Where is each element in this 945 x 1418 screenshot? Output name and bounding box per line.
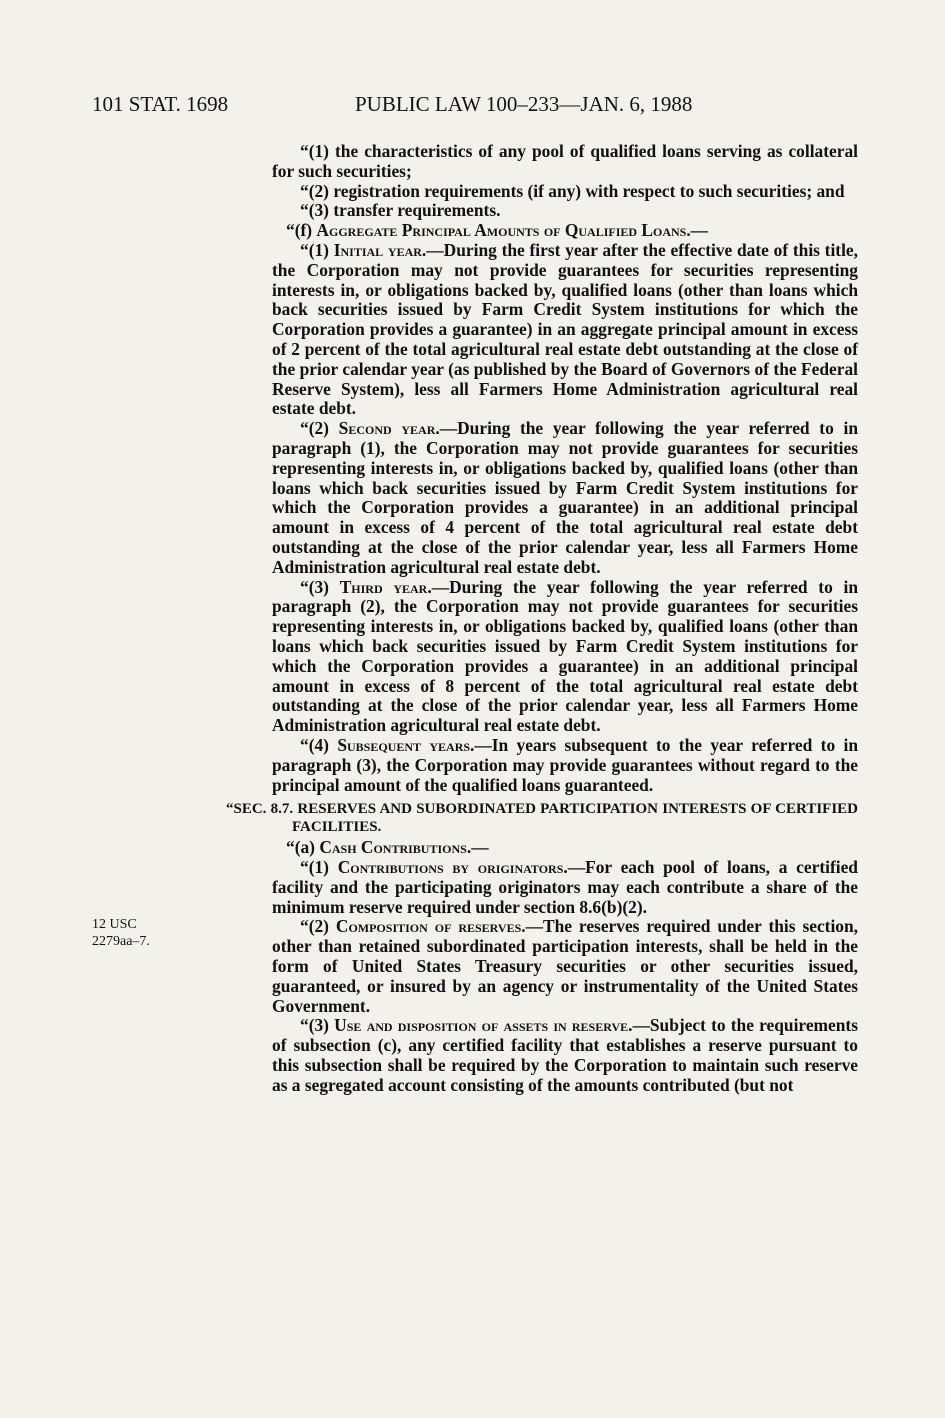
subsection-f xyxy=(258,221,858,241)
paragraph-text: —During the first year after the effective date of this title, the Corporation may not provide guarantees for securities representing interests in, or obligations backed by, qualified loans (other than loans which back securities issued by Farm Credit System institutions for which the Corporation provides a guarantee) in an aggregate principal amount in excess of 2 percent of the total agricultural real estate debt outstanding at the close of the prior calendar year (as published by the Board of Governors of the Federal Reserve System), less all Farmers Home Administration agricultural real estate debt. xyxy=(272,239,858,419)
paragraph-text: —The reserves required under this section, other than retained subordinated participation interests, shall be held in the form of United States Treasury securities or other securities issued, guaranteed, or insured by an agency or instrumentality of the United States Government. xyxy=(272,916,859,1016)
running-header: PUBLIC LAW 100–233—JAN. 6, 1988 xyxy=(355,92,693,116)
paragraph-heading: Contributions by originators. xyxy=(337,857,568,878)
section-heading: “SEC. 8.7. RESERVES AND SUBORDINATED PARTICIPATION INTERESTS OF CERTIFIED FACILITIES. xyxy=(226,801,858,836)
page-stat-number: 101 STAT. 1698 xyxy=(92,92,229,116)
paragraph-a2 xyxy=(258,917,858,1016)
body-text xyxy=(226,141,859,1096)
label: “(3) xyxy=(300,1015,335,1036)
label: “(2) xyxy=(300,418,339,439)
paragraph-heading: Third year. xyxy=(339,576,432,597)
label: “(3) xyxy=(300,576,340,597)
paragraph-text: —During the year following the year referred to in paragraph (2), the Corporation may not provide guarantees for securities representing interests in, or obligations backed by, qualified loans (other than loans which back securities issued by Farm Credit System institutions for which the Corporation provides a guarantee) in an additional principal amount in excess of 8 percent of the total agricultural real estate debt outstanding at the close of the prior calendar year, less all Farmers Home Administration agricultural real estate debt. xyxy=(272,576,859,736)
paragraph-f3 xyxy=(258,578,858,736)
paragraph-text: —Subject to the requirements of subsection (c), any certified facility that establishes a reserve pursuant to this subsection shall be required by the Corporation to maintain such reserve as a segregated account consisting of the amounts contributed (but not xyxy=(272,1015,858,1095)
label: “(f) xyxy=(286,220,317,241)
label: “(4) xyxy=(300,734,338,755)
dash: — xyxy=(471,837,489,858)
paragraph: “(3) transfer requirements. xyxy=(300,200,501,221)
paragraph-text: —For each pool of loans, a certified facility and the participating originators may each contribute a share of the minimum reserve required under section 8.6(b)(2). xyxy=(272,857,858,917)
subsection-a xyxy=(258,838,858,858)
paragraph-text: —During the year following the year referred to in paragraph (1), the Corporation may not provide guarantees for securities representing interests in, or obligations backed by, qualified loans (other than loans which back securities issued by Farm Credit System institutions for which the Corporation provides a guarantee) in an additional principal amount in excess of 4 percent of the total agricultural real estate debt outstanding at the close of the prior calendar year, less all Farmers Home Administration agricultural real estate debt. xyxy=(272,418,858,577)
paragraph: “(1) the characteristics of any pool of qualified loans serving as collateral for such securities; xyxy=(272,141,858,181)
paragraph-f4 xyxy=(258,736,858,795)
paragraph: “(2) registration requirements (if any) with respect to such securities; and xyxy=(300,180,845,201)
paragraph-heading: Second year. xyxy=(338,418,440,439)
paragraph-heading: Initial year. xyxy=(333,239,427,260)
margin-citation-line: 2279aa–7. xyxy=(92,934,150,949)
paragraph-heading: Use and disposition of assets in reserve. xyxy=(334,1015,633,1036)
label: “(1) xyxy=(300,857,338,878)
label: “(a) xyxy=(286,837,320,858)
label: “(2) xyxy=(300,916,336,937)
paragraph-heading: Composition of reserves. xyxy=(335,916,526,937)
paragraph-f1 xyxy=(258,241,858,419)
paragraph-text: —In years subsequent to the year referred to in paragraph (3), the Corporation may provide guarantees without regard to the principal amount of the qualified loans guaranteed. xyxy=(272,734,858,795)
subsection-heading: Cash Contributions. xyxy=(319,837,472,858)
paragraph-f2 xyxy=(258,419,858,577)
margin-citation xyxy=(92,916,150,950)
margin-citation-line: 12 USC xyxy=(92,917,137,932)
paragraph-a1 xyxy=(258,858,858,917)
subsection-heading: Aggregate Principal Amounts of Qualified Loans. xyxy=(316,220,691,241)
paragraph-heading: Subsequent years. xyxy=(337,734,475,755)
paragraph-a3 xyxy=(258,1016,858,1095)
dash: — xyxy=(690,220,709,241)
label: “(1) xyxy=(300,239,334,260)
